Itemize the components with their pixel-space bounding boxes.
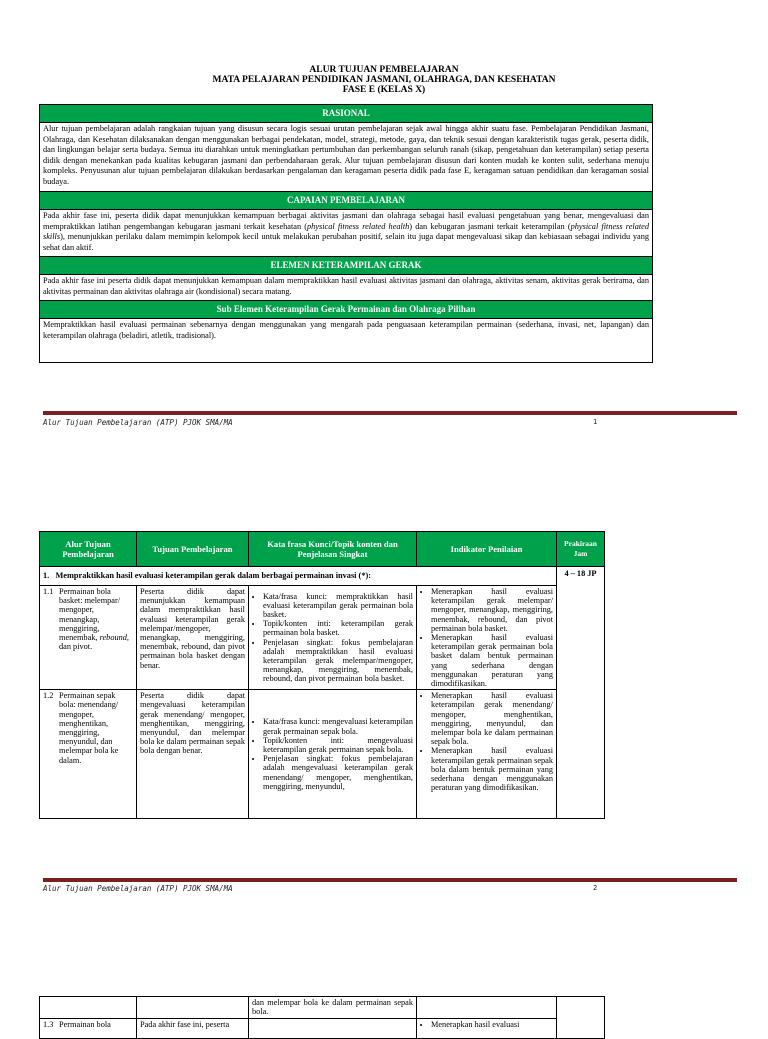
col-header-indikator: Indikator Penilaian <box>417 532 557 567</box>
atp-table <box>39 531 605 819</box>
header-line-3: FASE E (KELAS X) <box>342 85 426 95</box>
indikator-cell <box>417 690 557 819</box>
indikator-item: • Menerapkan hasil evaluasi keterampilan gerak permainan sepak bola dalam bentuk permainan yang sederhana dengan menggunakan peraturan yang dimodifikasikan. <box>431 746 553 792</box>
indikator-item: • Menerapkan hasil evaluasi keterampilan gerak melempar/ mengoper, menangkap, menggiring, menembak, rebound, dan pivot permainan bola basket. <box>431 587 553 633</box>
indikator-item: • Menerapkan hasil evaluasi keterampilan gerak permainan bola basket dalam bentuk permainan yang sederhana dengan menggunakan peraturan yang dimodifikasikan. <box>431 633 553 688</box>
section-title <box>40 567 557 586</box>
atp-cell <box>40 586 137 690</box>
section-number: 1. <box>43 571 50 581</box>
atp-text: Permainan bola <box>59 1020 111 1029</box>
page-number: 1 <box>593 418 598 426</box>
atp-cell <box>40 690 137 819</box>
sub-elemen-text: Mempraktikkan hasil evaluasi permainan sebenarnya dengan menggunakan yang mengarah pada penguasaan keterampilan permainan (sederhana, invasi, net, lapangan) dan keterampilan olahraga (beladiri, atletik, tradisional). <box>43 320 649 340</box>
tp-cell: Peserta didik dapat mengevaluasi keterampilan gerak menendang/ mengoper, menghentikan, menggiring, menyundul, dan melempar bola ke dalam permainan sepak bola dengan benar. <box>137 690 249 819</box>
section-title-text: Mempraktikkan hasil evaluasi keterampilan gerak dalam berbagai permainan invasi (*): <box>55 571 371 581</box>
indikator-cell <box>417 586 557 690</box>
table-row <box>40 586 605 690</box>
capaian-text-part: Pada akhir fase ini, peserta didik dapat menunjukkan kemampuan berbagai aktivitas jasmani dan olahraga sebagai hasil evaluasi pengetahuan yang benar, mengevaluasi dan mempraktikkan latihan pengembangan kebugaran jasmani terkait kesehatan ( <box>43 211 649 231</box>
kata-cell: dan melempar bola ke dalam permainan sepak bola. <box>249 997 417 1019</box>
kata-cell <box>249 1019 417 1039</box>
atp-text-part: , dan pivot. <box>59 633 129 652</box>
row-number: 1.3 <box>43 1020 54 1029</box>
rasional-text: Alur tujuan pembelajaran adalah rangkaian tujuan yang disusun secara logis sesuai urutan pembelajaran sejak awal hingga akhir suatu fase. Pembelajaran Pendidikan Jasmani, Olahraga, dan Kesehatan dilaksanakan dengan menggunakan berbagai pendekatan, model, strategi, metode, gaya, dan teknik sesuai dengan karakteristik tugas gerak, peserta didik, dan lingkungan belajar serta budaya. Semua itu diarahkan untuk meningkatkan pertumbuhan dan perkembangan seluruh ranah (sikap, pengetahuan dan keterampilan) setiap peserta didik dengan menekankan pada kualitas kebugaran jasmani dan perbendaharaan gerak. Alur tujuan pembelajaran disusun dari konten mudah ke konten sulit, sederhana menuju kompleks. Penyusunan alur tujuan pembelajaran dilakukan berdasarkan pengalaman dan keragaman peserta didik pada fase E, keragaman satuan pendidikan dan keragaman sosial budaya. <box>40 123 652 192</box>
capaian-text-italic: physical fitness related health <box>307 221 410 231</box>
atp-text-part: Permainan bola basket: melempar/ mengoper, menangkap, menggiring, menembak, <box>59 587 121 643</box>
section-row <box>40 567 605 586</box>
rasional-box <box>39 104 653 363</box>
col-header-jam: Prakiraan Jam <box>557 532 605 567</box>
indikator-cell <box>417 1019 557 1039</box>
indikator-item: • Menerapkan hasil evaluasi <box>431 1020 553 1029</box>
indikator-item: • Menerapkan hasil evaluasi keterampilan gerak menendang/ mengoper, menghentikan, menggiring, menyundul, dan melempar bola ke dalam permainan sepak bola. <box>431 691 553 746</box>
atp-cell <box>40 997 137 1019</box>
kata-item: • Topik/konten inti: keterampilan gerak permainan bola basket. <box>263 619 413 637</box>
table-row <box>40 690 605 819</box>
capaian-text-part: ), menunjukkan perilaku dalam memimpin kelompok kecil untuk melakukan perubahan positif, selain itu juga dapat mengevaluasi sikap dan kebiasaan sebagai individu yang sehat dan aktif. <box>43 232 649 252</box>
col-header-kata: Kata frasa Kunci/Topik konten dan Penjelasan Singkat <box>249 532 417 567</box>
jam-cell <box>557 997 605 1039</box>
capaian-text-part: ) dan kebugaran jasmani terkait keterampilan ( <box>409 221 571 231</box>
tp-cell: Peserta didik dapat menunjukkan kemampuan dalam mempraktikkan hasil evaluasi keterampilan gerak melempar/mengoper, menangkap, menggiring, menembak, rebound, dan pivot permainan bola basket dengan benar. <box>137 586 249 690</box>
jam-cell: 4 – 18 JP <box>557 567 605 819</box>
footer-rule <box>43 878 737 882</box>
kata-item: • Penjelasan singkat: fokus pembelajaran adalah mempraktikkan hasil evaluasi keterampilan gerak melempar/mengoper, menangkap, menggiring, menembak, rebound, dan pivot permainan bola basket. <box>263 638 413 684</box>
elemen-heading: ELEMEN KETERAMPILAN GERAK <box>40 257 652 275</box>
sub-elemen-heading: Sub Elemen Keterampilan Gerak Permainan dan Olahraga Pilihan <box>40 301 652 319</box>
header-line-2: MATA PELAJARAN PENDIDIKAN JASMANI, OLAHRAGA, DAN KESEHATAN <box>212 75 556 85</box>
kata-cell <box>249 586 417 690</box>
header-line-1: ALUR TUJUAN PEMBELAJARAN <box>309 65 459 75</box>
page-number: 2 <box>593 884 598 892</box>
kata-item: • Kata/frasa kunci: mempraktikkan hasil evaluasi keterampilan gerak permainan bola basket. <box>263 592 413 620</box>
row-number: 1.1 <box>43 587 54 596</box>
kata-item: • Topik/konten inti: mengevaluasi keterampilan gerak permainan sepak bola. <box>263 736 413 754</box>
tp-cell: Pada akhir fase ini, peserta <box>137 1019 249 1039</box>
kata-item: • Penjelasan singkat: fokus pembelajaran adalah mengevaluasi keterampilan gerak menendang/ mengoper, menghentikan, menggiring, menyundul, <box>263 754 413 791</box>
capaian-text-italic: physical fitness related skills <box>43 221 649 242</box>
table-header-row <box>40 532 605 567</box>
capaian-heading: CAPAIAN PEMBELAJARAN <box>40 192 652 210</box>
capaian-text <box>40 210 652 257</box>
table-row <box>40 997 605 1019</box>
col-header-atp: Alur Tujuan Pembelajaran <box>40 532 137 567</box>
footer-text: Alur Tujuan Pembelajaran (ATP) PJOK SMA/MA <box>43 418 233 427</box>
indikator-cell <box>417 997 557 1019</box>
col-header-tp: Tujuan Pembelajaran <box>137 532 249 567</box>
atp-table-continued <box>39 996 605 1039</box>
table-row <box>40 1019 605 1039</box>
atp-text <box>59 587 133 651</box>
atp-text-italic: rebound <box>99 633 127 643</box>
kata-cell <box>249 690 417 819</box>
atp-text: Permainan sepak bola: menendang/ mengoper, menghentikan, menggiring, menyundul, dan melempar bola ke dalam. <box>59 691 119 765</box>
footer-text: Alur Tujuan Pembelajaran (ATP) PJOK SMA/MA <box>43 884 233 893</box>
kata-item: • Kata/frasa kunci: mengevaluasi keterampilan gerak permainan sepak bola. <box>263 717 413 735</box>
row-number: 1.2 <box>43 691 54 701</box>
rasional-heading: RASIONAL <box>40 105 652 123</box>
tp-cell <box>137 997 249 1019</box>
document-header <box>0 65 768 95</box>
footer-rule <box>43 411 737 415</box>
atp-cell <box>40 1019 137 1039</box>
elemen-text: Pada akhir fase ini peserta didik dapat menunjukkan kemampuan dalam mempraktikkan hasil evaluasi aktivitas jasmani dan olahraga, aktivitas senam, aktivitas gerak berirama, dan aktivitas permainan dan aktivitas olahraga air (kondisional) secara matang. <box>40 275 652 301</box>
